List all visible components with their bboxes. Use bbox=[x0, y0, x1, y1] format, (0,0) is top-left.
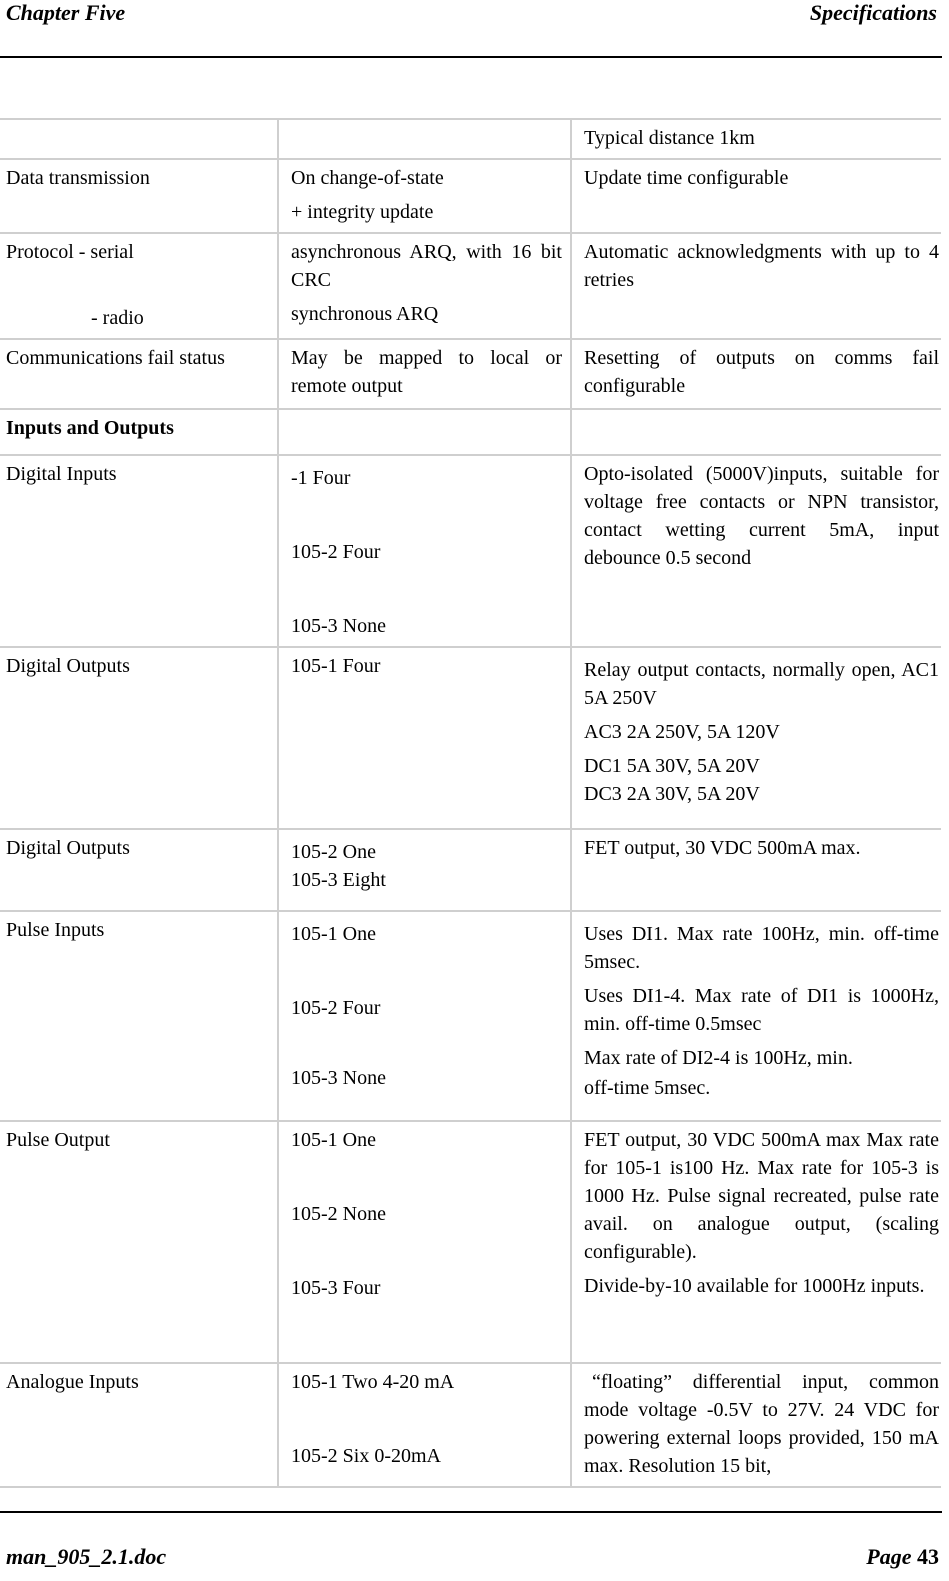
cell-value bbox=[278, 647, 571, 829]
cell-text: 105-2 Six 0-20mA bbox=[291, 1445, 441, 1467]
cell-value bbox=[278, 1121, 571, 1363]
cell-text: 105-3 Four bbox=[291, 1277, 381, 1299]
cell-label bbox=[0, 119, 278, 159]
table-row bbox=[0, 829, 941, 911]
cell-text: Relay output contacts, normally open, AC1 5A 250V bbox=[584, 659, 939, 709]
cell-value bbox=[278, 911, 571, 1121]
cell-value bbox=[278, 455, 571, 647]
table-row bbox=[0, 409, 941, 455]
cell-label bbox=[0, 1121, 278, 1363]
specifications-table bbox=[0, 118, 941, 1488]
cell-label bbox=[0, 1363, 278, 1487]
table-row bbox=[0, 911, 941, 1121]
cell-label bbox=[0, 339, 278, 409]
cell-note bbox=[571, 829, 941, 911]
cell-text: 105-1 One bbox=[291, 1129, 376, 1151]
footer-filename: man_905_2.1.doc bbox=[6, 1544, 167, 1569]
cell-note bbox=[571, 409, 941, 455]
table-row bbox=[0, 119, 941, 159]
header-section: Specifications bbox=[809, 0, 937, 25]
cell-note bbox=[571, 647, 941, 829]
cell-label bbox=[0, 159, 278, 233]
cell-label bbox=[0, 647, 278, 829]
cell-text: FET output, 30 VDC 500mA max. bbox=[584, 837, 861, 859]
cell-text: synchronous ARQ bbox=[291, 303, 439, 325]
cell-note bbox=[571, 1121, 941, 1363]
table-row bbox=[0, 1363, 941, 1487]
cell-text: 105-2 Four bbox=[291, 997, 381, 1019]
cell-text: Uses DI1. Max rate 100Hz, min. off-time 5msec. bbox=[584, 923, 939, 973]
cell-text: 105-2 None bbox=[291, 1203, 386, 1225]
cell-text: 105-3 Eight bbox=[291, 869, 386, 891]
section-heading: Inputs and Outputs bbox=[6, 417, 174, 439]
cell-label bbox=[0, 911, 278, 1121]
cell-text: 105-1 One bbox=[291, 923, 376, 945]
header-rule bbox=[0, 56, 942, 58]
cell-text: DC3 2A 30V, 5A 20V bbox=[584, 783, 760, 805]
cell-text: FET output, 30 VDC 500mA max Max rate for 105-1 is100 Hz. Max rate for 105-3 is 1000 Hz. Pulse signal recreated, pulse rate avail. on analogue output, (scaling configurable). bbox=[584, 1129, 939, 1263]
cell-label bbox=[0, 409, 278, 455]
cell-note bbox=[571, 233, 941, 339]
cell-text: DC1 5A 30V, 5A 20V bbox=[584, 755, 760, 777]
row-label: Pulse Inputs bbox=[6, 919, 105, 941]
cell-value bbox=[278, 1363, 571, 1487]
row-label: Protocol - serial bbox=[6, 241, 134, 263]
cell-text: Opto-isolated (5000V)inputs, suitable for voltage free contacts or NPN transistor, contact wetting current 5mA, input debounce 0.5 second bbox=[584, 463, 939, 569]
cell-text: off-time 5msec. bbox=[584, 1077, 711, 1099]
cell-value bbox=[278, 339, 571, 409]
cell-note bbox=[571, 339, 941, 409]
page-number: 43 bbox=[917, 1544, 939, 1569]
cell-label bbox=[0, 455, 278, 647]
table-row bbox=[0, 647, 941, 829]
cell-text: 105-3 None bbox=[291, 1067, 386, 1089]
cell-text: On change-of-state bbox=[291, 167, 444, 189]
row-sublabel: - radio bbox=[91, 307, 144, 329]
row-label: Analogue Inputs bbox=[6, 1371, 139, 1393]
cell-text: Automatic acknowledgments with up to 4 retries bbox=[584, 241, 939, 291]
cell-note bbox=[571, 159, 941, 233]
cell-text: Update time configurable bbox=[584, 167, 789, 189]
row-label: Digital Outputs bbox=[6, 655, 130, 677]
cell-text: 105-1 Two 4-20 mA bbox=[291, 1371, 455, 1393]
cell-text: “floating” differential input, common mode voltage -0.5V to 27V. 24 VDC for powering external loops provided, 150 mA max. Resolution 15 bit, bbox=[584, 1371, 939, 1477]
table-row bbox=[0, 455, 941, 647]
cell-text: -1 Four bbox=[291, 467, 351, 489]
row-label: Data transmission bbox=[6, 167, 150, 189]
table-row bbox=[0, 339, 941, 409]
table-row bbox=[0, 159, 941, 233]
cell-label bbox=[0, 829, 278, 911]
cell-text: 105-2 Four bbox=[291, 541, 381, 563]
cell-note bbox=[571, 911, 941, 1121]
cell-value bbox=[278, 159, 571, 233]
row-label: Pulse Output bbox=[6, 1129, 110, 1151]
cell-text: Divide-by-10 available for 1000Hz inputs. bbox=[584, 1275, 925, 1297]
cell-text: Uses DI1-4. Max rate of DI1 is 1000Hz, min. off-time 0.5msec bbox=[584, 985, 939, 1035]
cell-text: asynchronous ARQ, with 16 bit CRC bbox=[291, 241, 562, 291]
row-label: Digital Outputs bbox=[6, 837, 130, 859]
footer-page bbox=[866, 1544, 939, 1570]
cell-value bbox=[278, 829, 571, 911]
cell-label bbox=[0, 233, 278, 339]
header-chapter: Chapter Five bbox=[6, 0, 126, 25]
cell-value bbox=[278, 119, 571, 159]
cell-text: 105-2 One bbox=[291, 841, 376, 863]
cell-text: 105-1 Four bbox=[291, 655, 381, 677]
cell-text: Resetting of outputs on comms fail configurable bbox=[584, 347, 939, 397]
footer-rule bbox=[0, 1511, 942, 1513]
cell-text: May be mapped to local or remote output bbox=[291, 347, 562, 397]
row-label: Communications fail status bbox=[6, 347, 225, 369]
cell-value bbox=[278, 409, 571, 455]
page-label: Page bbox=[866, 1544, 917, 1569]
row-label: Digital Inputs bbox=[6, 463, 117, 485]
cell-text: Max rate of DI2-4 is 100Hz, min. bbox=[584, 1047, 853, 1069]
cell-note bbox=[571, 455, 941, 647]
cell-note bbox=[571, 119, 941, 159]
cell-text: AC3 2A 250V, 5A 120V bbox=[584, 721, 780, 743]
table-row bbox=[0, 233, 941, 339]
cell-text: + integrity update bbox=[291, 201, 434, 223]
cell-value bbox=[278, 233, 571, 339]
cell-text: Typical distance 1km bbox=[584, 127, 755, 149]
table-row bbox=[0, 1121, 941, 1363]
cell-text: 105-3 None bbox=[291, 615, 386, 637]
cell-note bbox=[571, 1363, 941, 1487]
